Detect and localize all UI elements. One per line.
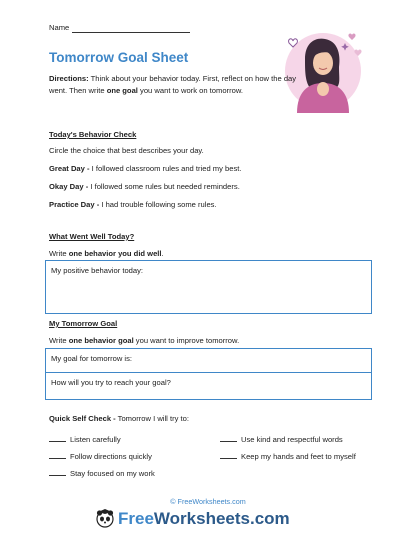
reach-goal-box-label: How will you try to reach your goal?: [51, 378, 171, 387]
option-text: I had trouble following some rules.: [99, 200, 217, 209]
option-label: Great Day -: [49, 164, 90, 173]
self-check-heading-rest: Tomorrow I will try to:: [115, 414, 189, 423]
tomorrow-goal-instr-bold: one behavior goal: [68, 336, 134, 345]
self-check-heading-bold: Quick Self Check -: [49, 414, 116, 423]
checkbox-blank[interactable]: [49, 468, 66, 476]
directions-text: [49, 73, 311, 96]
directions-bold: one goal: [106, 85, 138, 95]
tomorrow-goal-instruction: [49, 335, 239, 346]
girl-illustration: [283, 27, 365, 113]
heart-icon: [348, 34, 355, 40]
checkbox-blank[interactable]: [220, 434, 237, 442]
tomorrow-goal-instr-1: Write: [49, 336, 69, 345]
option-label: Practice Day -: [49, 200, 100, 209]
self-check-label: Follow directions quickly: [70, 452, 152, 461]
option-label: Okay Day -: [49, 182, 89, 191]
option-okay-day[interactable]: [49, 181, 240, 192]
checkbox-blank[interactable]: [49, 434, 66, 442]
goal-box[interactable]: [45, 348, 372, 373]
went-well-instr-2: .: [161, 249, 164, 258]
footer-brand[interactable]: [118, 509, 290, 529]
self-check-item-listen[interactable]: [49, 434, 121, 445]
went-well-instr-bold: one behavior you did well: [68, 249, 162, 258]
tomorrow-goal-instr-2: you want to improve tomorrow.: [133, 336, 240, 345]
self-check-label: Listen carefully: [70, 435, 121, 444]
option-text: I followed classroom rules and tried my best.: [89, 164, 242, 173]
page-title: Tomorrow Goal Sheet: [49, 50, 189, 65]
directions-text-1: Think about your behavior today. First, reflect on how the day went. Then write: [49, 74, 297, 95]
option-text: I followed some rules but needed reminders.: [88, 182, 240, 191]
panda-logo-icon: [95, 508, 115, 528]
tomorrow-goal-heading: My Tomorrow Goal: [49, 319, 118, 328]
option-great-day[interactable]: [49, 163, 241, 174]
self-check-item-follow[interactable]: [49, 451, 152, 462]
behavior-check-instruction: Circle the choice that best describes your day.: [49, 146, 204, 155]
self-check-label: Stay focused on my work: [70, 469, 155, 478]
option-practice-day[interactable]: [49, 199, 217, 210]
positive-behavior-label: My positive behavior today:: [51, 266, 144, 275]
self-check-heading: [49, 413, 189, 424]
checkbox-blank[interactable]: [220, 451, 237, 459]
checkbox-blank[interactable]: [49, 451, 66, 459]
directions-label: Directions:: [49, 74, 89, 83]
footer-url[interactable]: © FreeWorksheets.com: [170, 497, 246, 506]
self-check-label: Use kind and respectful words: [241, 435, 343, 444]
name-label: Name: [49, 23, 70, 32]
name-underline[interactable]: [72, 24, 190, 33]
brand-worksheets: Worksheets.com: [153, 509, 290, 528]
self-check-item-focus[interactable]: [49, 468, 155, 479]
hands-shape: [317, 82, 329, 96]
self-check-label: Keep my hands and feet to myself: [241, 452, 356, 461]
goal-box-label: My goal for tomorrow is:: [51, 354, 133, 363]
behavior-check-heading: Today's Behavior Check: [49, 130, 137, 139]
went-well-instr-1: Write: [49, 249, 69, 258]
brand-free: Free: [118, 509, 154, 528]
name-field[interactable]: [49, 22, 190, 33]
self-check-item-hands[interactable]: [220, 451, 360, 462]
positive-behavior-box[interactable]: [45, 260, 372, 314]
went-well-heading: What Went Well Today?: [49, 232, 135, 241]
reach-goal-box[interactable]: [45, 372, 372, 400]
went-well-instruction: [49, 248, 164, 259]
self-check-item-kind[interactable]: [220, 434, 343, 445]
directions-text-2: you want to work on tomorrow.: [137, 85, 244, 95]
